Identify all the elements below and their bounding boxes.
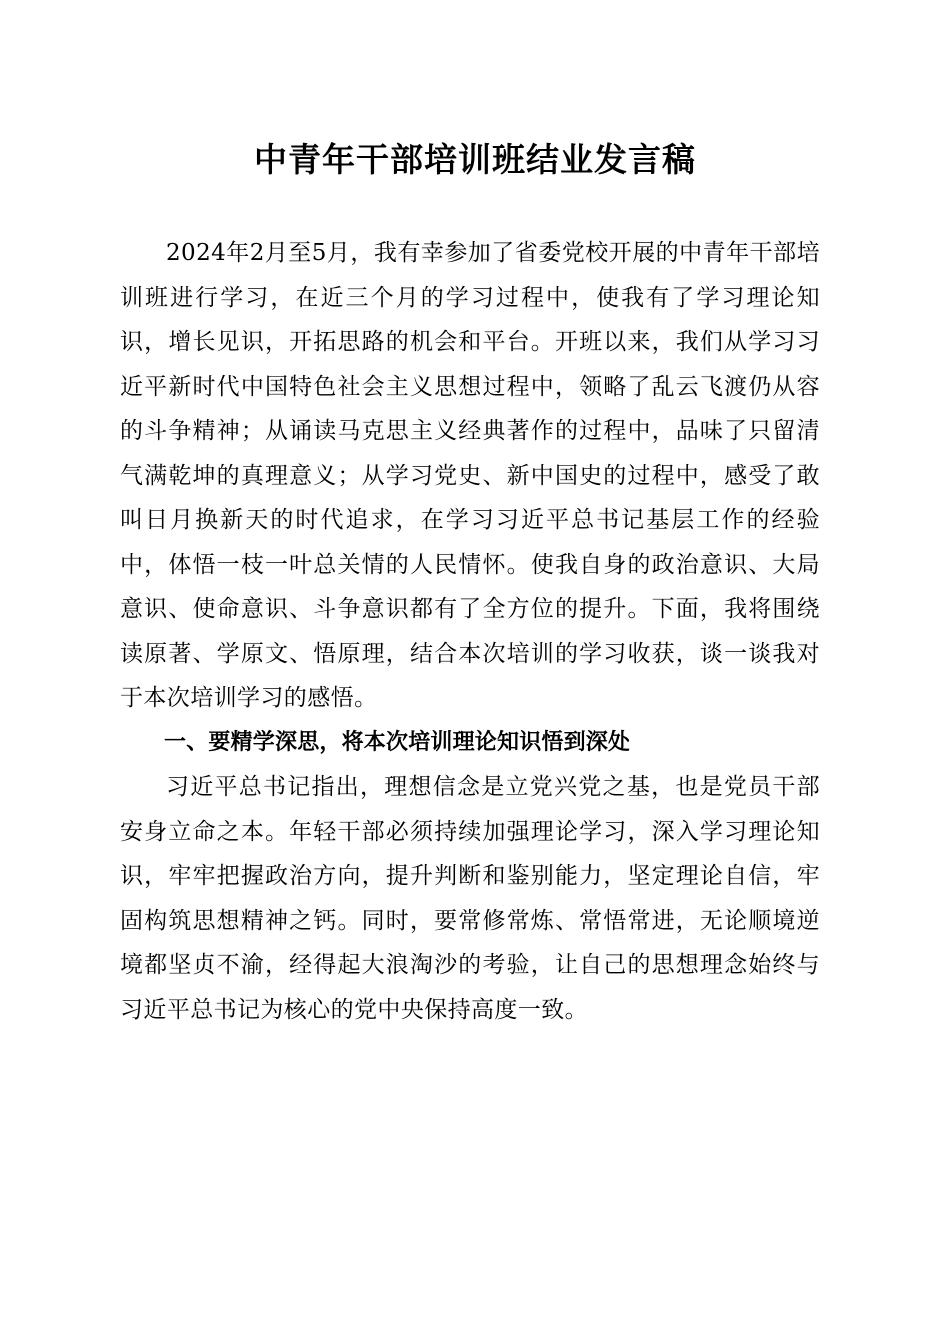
paragraph-intro: 2024年2月至5月，我有幸参加了省委党校开展的中青年干部培训班进行学习，在近三个月的学习过程中，使我有了学习理论知识，增长见识，开拓思路的机会和平台。开班以来，我们从学习习近平新时代中国特色社会主义思想过程中，领略了乱云飞渡仍从容的斗争精神；从诵读马克思主义经典著作的过程中，品味了只留清气满乾坤的真理意义；从学习党史、新中国史的过程中，感受了敢叫日月换新天的时代追求，在学习习近平总书记基层工作的经验中，体悟一枝一叶总关情的人民情怀。使我自身的政治意识、大局意识、使命意识、斗争意识都有了全方位的提升。下面，我将围绕读原著、学原文、悟原理，结合本次培训的学习收获，谈一谈我对于本次培训学习的感悟。	[120, 240, 820, 711]
section-heading-1: 一、要精学深思，将本次培训理论知识悟到深处	[164, 729, 631, 755]
paragraph-section-1: 习近平总书记指出，理想信念是立党兴党之基，也是党员干部安身立命之本。年轻干部必须持续加强理论学习，深入学习理论知识，牢牢把握政治方向，提升判断和鉴别能力，坚定理论自信，牢固构筑思想精神之钙。同时，要常修常炼、常悟常进，无论顺境逆境都坚贞不渝，经得起大浪淘沙的考验，让自己的思想理念始终与习近平总书记为核心的党中央保持高度一致。	[120, 774, 820, 1023]
document-title: 中青年干部培训班结业发言稿	[254, 140, 696, 179]
document-body	[120, 231, 820, 1032]
